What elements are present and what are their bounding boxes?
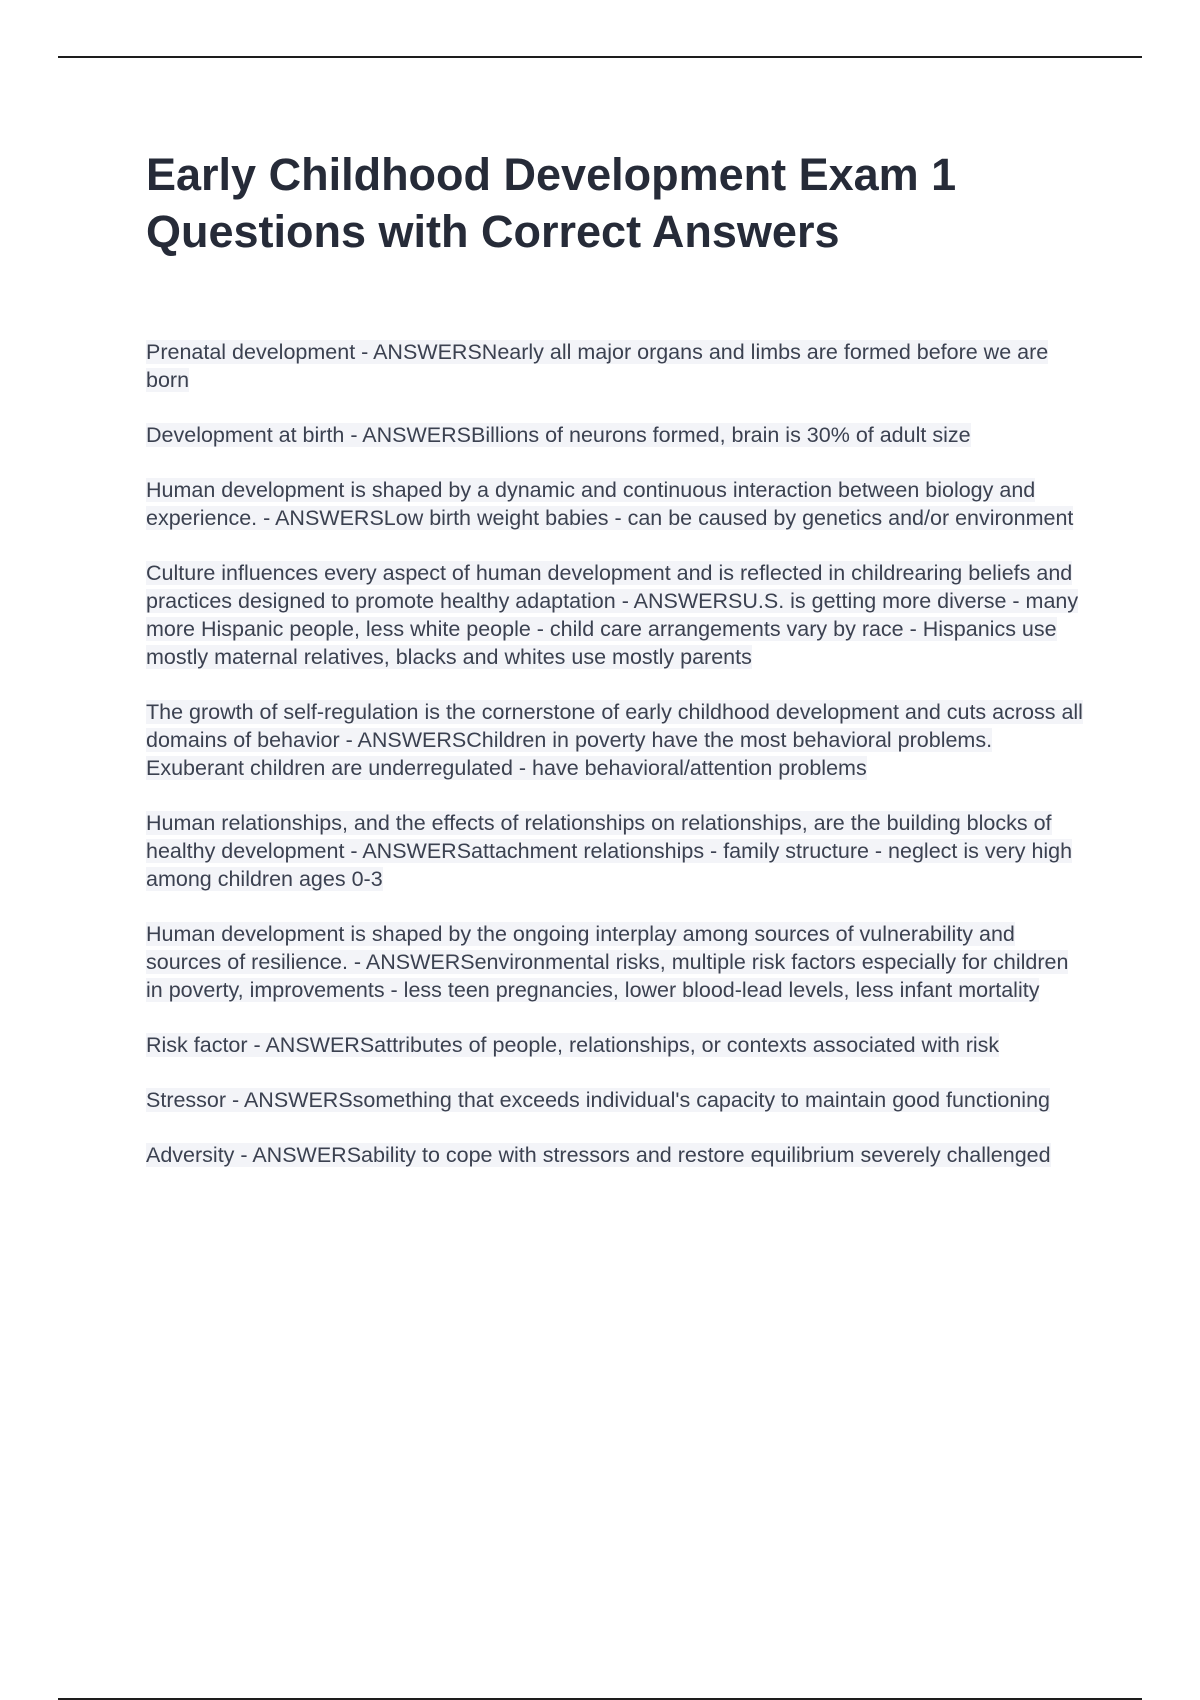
qa-text: Culture influences every aspect of human development and is reflected in childrearing beliefs and practices designed to promote healthy adaptation - ANSWERSU.S. is getting more diverse - many more Hispanic people, less white people - child care arrangements vary by race - Hispanics use mostly maternal relatives, blacks and whites use mostly parents: [146, 561, 1079, 669]
qa-item: [146, 1141, 1086, 1169]
qa-text: Human development is shaped by the ongoing interplay among sources of vulnerability and sources of resilience. - ANSWERSenvironmental risks, multiple risk factors especially for children in poverty, improvements - less teen pregnancies, lower blood-lead levels, less infant mortality: [146, 922, 1069, 1002]
qa-text: Human relationships, and the effects of relationships on relationships, are the building blocks of healthy development - ANSWERSattachment relationships - family structure - neglect is very high among children ages 0-3: [146, 811, 1073, 891]
qa-item: [146, 338, 1086, 394]
qa-item: [146, 920, 1086, 1004]
qa-text: Development at birth - ANSWERSBillions of neurons formed, brain is 30% of adult size: [146, 423, 971, 447]
qa-text: Stressor - ANSWERSsomething that exceeds individual's capacity to maintain good functioning: [146, 1088, 1050, 1112]
qa-list: [146, 338, 1086, 1196]
qa-text: Prenatal development - ANSWERSNearly all major organs and limbs are formed before we are born: [146, 340, 1049, 392]
qa-item: [146, 1031, 1086, 1059]
top-divider: [58, 56, 1142, 58]
qa-item: [146, 559, 1086, 671]
title-line-1: Early Childhood Development Exam 1: [146, 149, 957, 200]
qa-text: The growth of self-regulation is the cornerstone of early childhood development and cuts across all domains of behavior - ANSWERSChildren in poverty have the most behavioral problems. Exuberant children are underregulated - have behavioral/attention problems: [146, 700, 1083, 780]
qa-item: [146, 421, 1086, 449]
page-title: [146, 146, 1106, 260]
qa-item: [146, 698, 1086, 782]
qa-text: Risk factor - ANSWERSattributes of people, relationships, or contexts associated with risk: [146, 1033, 1000, 1057]
title-line-2: Questions with Correct Answers: [146, 206, 840, 257]
qa-text: Adversity - ANSWERSability to cope with stressors and restore equilibrium severely challenged: [146, 1143, 1051, 1167]
qa-item: [146, 476, 1086, 532]
qa-item: [146, 809, 1086, 893]
qa-item: [146, 1086, 1086, 1114]
qa-text: Human development is shaped by a dynamic and continuous interaction between biology and experience. - ANSWERSLow birth weight babies - can be caused by genetics and/or environment: [146, 478, 1074, 530]
